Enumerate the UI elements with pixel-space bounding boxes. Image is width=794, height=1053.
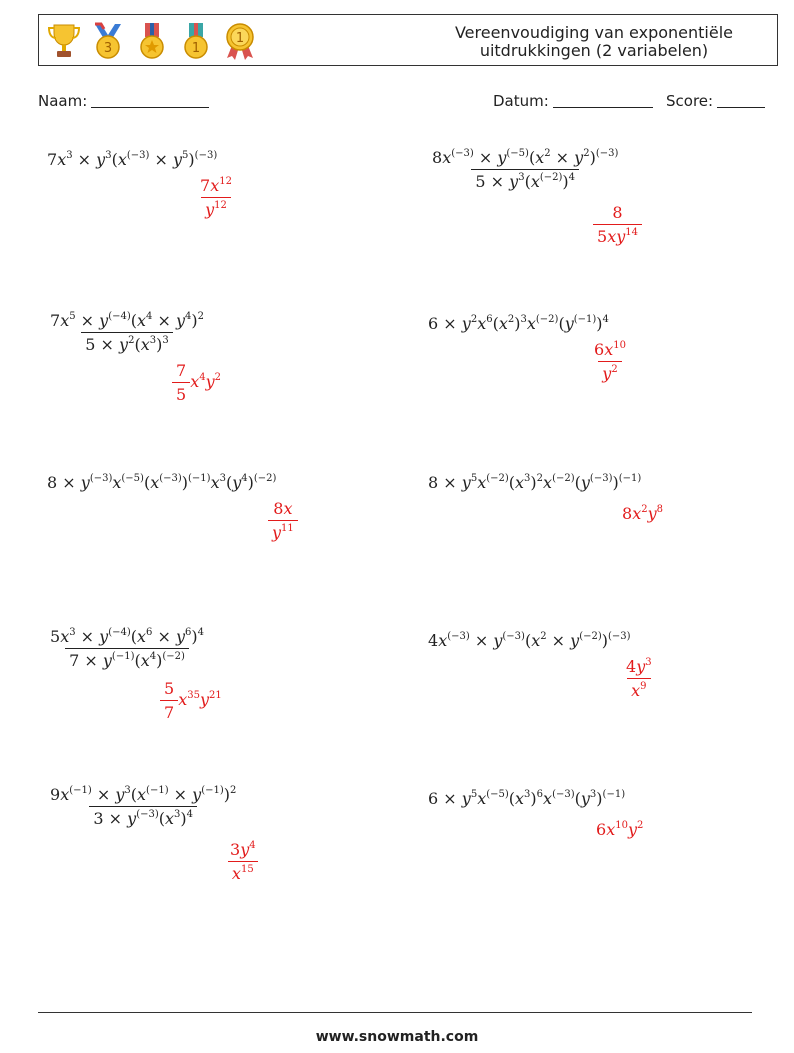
answer-7: $\frac{5}{7}$ $x^{35}y^{21}$: [160, 679, 222, 722]
score-label: Score:: [666, 92, 714, 110]
footer-divider: [38, 1012, 752, 1013]
name-label: Naam:: [38, 92, 88, 110]
title-line-1: Vereenvoudiging van exponentiële: [454, 23, 734, 42]
svg-text:1: 1: [191, 41, 201, 56]
medal-1-icon: [177, 21, 215, 61]
date-label: Datum:: [493, 92, 549, 110]
date-blank[interactable]: [553, 93, 653, 108]
problem-6: $8 \times y^5x^{(-2)}(x^3)^2x^{(-2)}(y^{(-3)})^{(-1)}$: [428, 473, 642, 492]
answer-6: $8x^2y^8$: [622, 504, 664, 523]
medal-star-icon: [133, 21, 171, 61]
problem-8: $4x^{(-3)} \times y^{(-3)}(x^2 \times y^{(-2)})^{(-3)}$: [428, 631, 631, 650]
worksheet-title: [419, 24, 769, 60]
problem-7: $\frac{5x^3 \times y^{(-4)}(x^6 \times y^6)^4}{7 \times y^{(-1)}(x^4)^{(-2)}}$: [50, 627, 205, 670]
title-line-2: uitdrukkingen (2 variabelen): [479, 41, 709, 60]
problem-10: $6 \times y^5x^{(-5)}(x^3)^6x^{(-3)}(y^3)^{(-1)}$: [428, 789, 626, 808]
answer-10: $6x^{10}y^2$: [596, 820, 644, 839]
problem-3: $\frac{7x^5 \times y^{(-4)}(x^4 \times y^4)^2}{5 \times y^2(x^3)^3}$: [50, 311, 205, 354]
score-blank[interactable]: [717, 93, 765, 108]
answer-9: $\frac{3y^4}{x^{15}}$: [226, 840, 260, 883]
problem-1: $7x^3 \times y^3(x^{(-3)} \times y^5)^{(-3)}$: [47, 150, 218, 169]
answer-8: $\frac{4y^3}{x^9}$: [626, 657, 652, 700]
answer-4: $\frac{6x^{10}}{y^2}$: [594, 340, 626, 383]
problem-4: $6 \times y^2x^6(x^2)^3x^{(-2)}(y^{(-1)})^4$: [428, 314, 609, 333]
answer-1: $\frac{7x^{12}}{y^{12}}$: [200, 176, 232, 219]
rosette-1-icon: [221, 21, 259, 61]
answer-5: $\frac{8x}{y^{11}}$: [268, 499, 298, 542]
score-field: [666, 92, 765, 110]
medal-3-icon: [89, 21, 127, 61]
trophy-icon: [45, 21, 83, 61]
problem-2: $\frac{8x^{(-3)} \times y^{(-5)}(x^2 \times y^2)^{(-3)}}{5 \times y^3(x^{(-2)})^4}$: [432, 148, 619, 191]
problem-5: $8 \times y^{(-3)}x^{(-5)}(x^{(-3)})^{(-1)}x^3(y^4)^{(-2)}$: [47, 473, 277, 492]
problem-9: $\frac{9x^{(-1)} \times y^3(x^{(-1)} \times y^{(-1)})^2}{3 \times y^{(-3)}(x^3)^4}$: [50, 785, 237, 828]
medal-icons: [45, 21, 259, 61]
name-field: [38, 92, 209, 110]
answer-2: $\frac{8}{5xy^{14}}$: [593, 203, 642, 246]
name-blank[interactable]: [91, 93, 209, 108]
footer-url[interactable]: www.snowmath.com: [315, 1029, 479, 1045]
date-field: [493, 92, 653, 110]
answer-3: $\frac{7}{5}$ $x^4y^2$: [172, 361, 221, 404]
svg-text:3: 3: [103, 41, 113, 56]
svg-text:1: 1: [235, 31, 245, 46]
worksheet-header: [38, 14, 778, 66]
